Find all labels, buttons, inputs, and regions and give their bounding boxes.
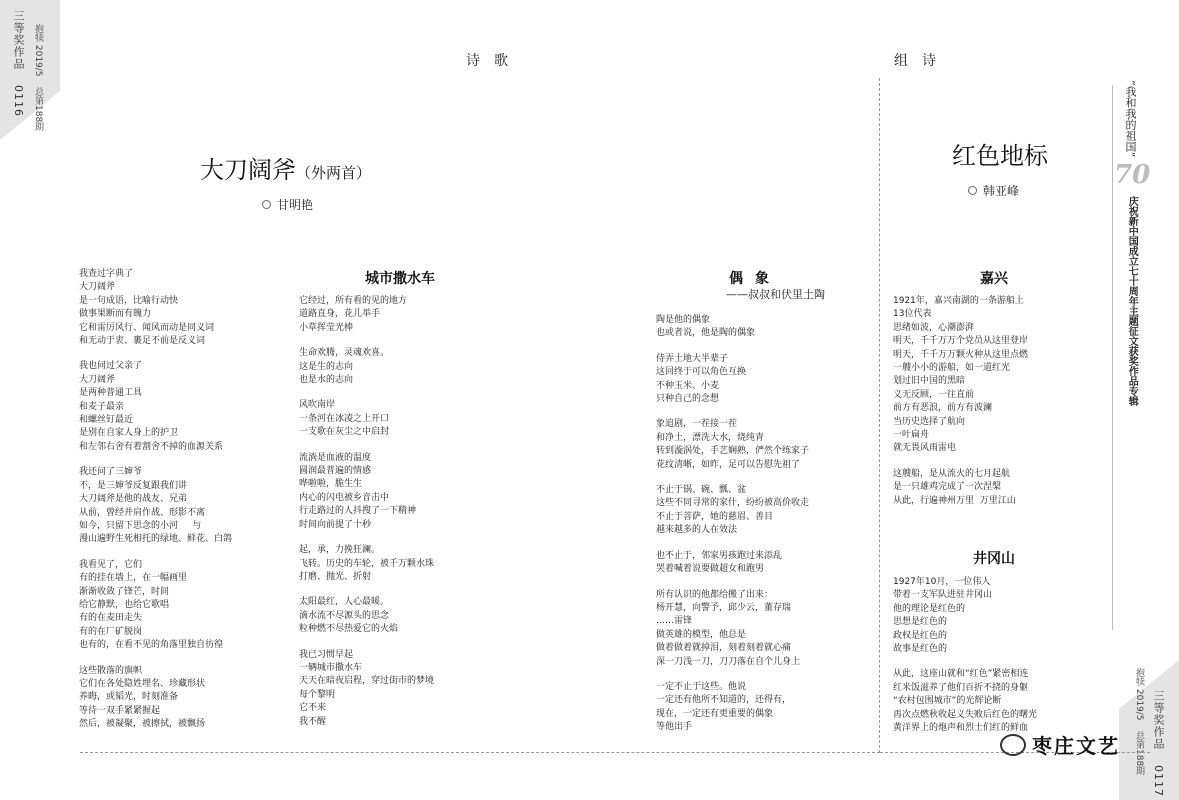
poem-jinggangshan-line: “农村包围城市”的光辉论断 — [893, 696, 1002, 707]
poem-jiaxing-line: 当历史选择了航向 — [893, 416, 966, 427]
poem-ouxiang-line: 越来越多的人在效法 — [656, 525, 738, 536]
poem-sashuiche-line: 风吹南岸 — [299, 400, 336, 411]
poem-dadao-line: 它们在各处隐姓埋名、珍藏形状 — [79, 678, 206, 689]
poem-sashuiche-line: 哗啦啦，脆生生 — [299, 479, 363, 490]
watermark-text: 枣庄文艺 — [1032, 734, 1120, 758]
poem-ouxiang-stanza — [656, 353, 876, 407]
poem-jiaxing-line: 一艘小小的游船，如一道红光 — [893, 363, 1011, 374]
poem-sashuiche-stanza — [299, 399, 509, 439]
poem-dadao-stanza — [79, 559, 289, 653]
poem-sashuiche-line: 粒种燃不尽热爱它的火焰 — [299, 624, 399, 635]
poem-ouxiang-stanza — [656, 681, 876, 735]
poem-jiaxing-column — [893, 295, 1108, 520]
poem-jiaxing-stanza — [893, 468, 1108, 508]
poem-jinggangshan-line: 黄洋界上的炮声和烈士们红的鲜血 — [893, 723, 1029, 734]
poem-ouxiang-line: ……雷锋 — [656, 616, 693, 627]
bullet-circle-icon — [968, 186, 977, 195]
poem-ouxiang-line: 侍弄土地大半辈子 — [656, 353, 729, 364]
poem-ouxiang-line: 做英雄的模型，他总是 — [656, 629, 747, 640]
poem-sashuiche-line: 时间向前提了十秒 — [299, 519, 372, 530]
right-side-label — [1150, 690, 1166, 797]
bullet-circle-icon — [262, 200, 271, 209]
poem-ouxiang-line: 不止于锅、碗、瓢、盆 — [656, 485, 747, 496]
left-side-label — [10, 10, 26, 117]
banner-title: 庆祝新中国成立七十周年主题征文获奖作品专辑 — [1126, 196, 1138, 406]
poem-sashuiche-line: 天天在暗夜启程，穿过街市的梦境 — [299, 676, 435, 687]
right-section-label: 三等奖作品 — [1152, 690, 1165, 750]
poem-ouxiang-line: 和净土，漂洗大水，烧纯青 — [656, 432, 765, 443]
poem-dadao-line: 有的在麦田走失 — [79, 613, 143, 624]
work2-title: 红色地标 — [952, 142, 1048, 170]
poem-ouxiang-line: 哭着喊着说要做超女和跑男 — [656, 564, 765, 575]
poem-sashuiche-line: 行走路过的人抖搜了一下精神 — [299, 506, 417, 517]
work2-byline — [968, 182, 1019, 199]
work1-title-text: 大刀阔斧 — [200, 156, 296, 184]
poem-ouxiang-line: 所有认识的他都给搬了出来： — [656, 589, 774, 600]
poem-ouxiang-line: 等他出手 — [656, 722, 693, 733]
poem-dadao-line: 我也问过父亲了 — [79, 361, 143, 372]
poem-sashuiche-line: 一条河在冰凌之上开口 — [299, 413, 390, 424]
poem-sashuiche-line: 它经过，所有看的见的地方 — [299, 296, 408, 306]
poem-dadao-line: 如今，只留下思念的小河 与 — [79, 520, 202, 531]
poem-sashuiche-column — [299, 295, 509, 741]
poem-dadao-line: 是别在自家人身上的护卫 — [79, 428, 179, 439]
poem-dadao-line: 和左邻右舍有着割舍不掉的血源关系 — [79, 441, 224, 452]
poem-sashuiche-line: 它不来 — [299, 703, 327, 714]
work2-author: 韩亚峰 — [983, 184, 1020, 198]
poem-dadao-line: 等待一双手紧紧握起 — [79, 705, 161, 716]
poem-ouxiang-line: 象追剧，一茬接一茬 — [656, 419, 738, 430]
poem-ouxiang-dedication: ——叔叔和伏里土陶 — [726, 288, 825, 301]
poem-ouxiang-line: 花纹清晰，如昨，足可以告慰先祖了 — [656, 459, 801, 470]
poem-sashuiche-stanza — [299, 452, 509, 532]
poem-dadao-line: 漫山遍野生死相托的绿地、鲜花、白鸽 — [79, 534, 233, 545]
poem-jinggangshan-line: 红米饭滋养了他们百折不挠的身躯 — [893, 682, 1029, 693]
poem-ouxiang-line: 现在，一定还有更重要的偶象 — [656, 708, 774, 719]
poem-dadao-stanza — [79, 466, 289, 546]
poem-sashuiche-line: 滴水流不尽源头的思念 — [299, 610, 390, 621]
poem-ouxiang-line: 深一刀浅一刀，刀刀落在自个儿身上 — [656, 656, 801, 667]
watermark — [1000, 730, 1120, 759]
poem-jiaxing-line: 就无畏风雨雷电 — [893, 443, 957, 454]
poem-ouxiang-line: 也或者说，他是陶的偶象 — [656, 328, 756, 339]
poem-ouxiang-line: 一定还有他所不知道的，还得有， — [656, 695, 792, 706]
poem-sashuiche-stanza — [299, 649, 509, 729]
poem-jiaxing-title: 嘉兴 — [980, 271, 1008, 287]
poem-jiaxing-line: 明天，千千万万颗火种从这里点燃 — [893, 349, 1029, 360]
poem-sashuiche-stanza — [299, 295, 509, 335]
work1-author: 甘明艳 — [277, 198, 314, 212]
poem-sashuiche-stanza — [299, 544, 509, 584]
poem-sashuiche-line: 这是生的志向 — [299, 361, 354, 372]
right-journal: 抱犊 2019/5 — [1134, 668, 1144, 721]
poem-sashuiche-line: 起，承，力挽狂澜。 — [299, 545, 381, 556]
left-corner-tab — [0, 0, 60, 140]
poem-jiaxing-line: 是一只雄鸡完成了一次涅槃 — [893, 482, 1002, 493]
poem-dadao-line: 有的在厂矿脱岗 — [79, 626, 143, 637]
poem-jiaxing-line: 明天，千千万万个党员从这里登岸 — [893, 336, 1029, 347]
poem-ouxiang-line: 陶是他的偶象 — [656, 315, 711, 325]
poem-dadao-line: 然后，被凝聚，被擦拭，被飘扬 — [79, 719, 206, 730]
poem-ouxiang-title: 偶象 — [729, 271, 781, 287]
poem-ouxiang-line: 杨开慧，向警予，邱少云，董存瑞 — [656, 602, 792, 613]
poem-jiaxing-line: 思绪如波，心潮澎湃 — [893, 322, 975, 333]
poem-jinggangshan-line: 他的理论是红色的 — [893, 603, 966, 614]
poem-sashuiche-line: 一辆城市撒水车 — [299, 662, 363, 673]
poem-sashuiche-line: 内心的闪电被乡音击中 — [299, 492, 390, 503]
poem-sashuiche-line: 飞转。历史的车轮，被千万颗水珠 — [299, 558, 435, 569]
poem-jinggangshan-title: 井冈山 — [973, 551, 1015, 567]
work1-title — [200, 150, 371, 185]
poem-dadao-line: 它和雷厉风行、闻风而动是同义词 — [79, 322, 215, 333]
poem-jiaxing-line: 1921年，嘉兴南湖的一条游船上 — [893, 296, 1024, 306]
left-section-label: 三等奖作品 — [12, 10, 25, 70]
wechat-icon — [1000, 734, 1026, 756]
poem-jinggangshan-stanza — [893, 576, 1108, 656]
poem-jinggangshan-line: 政权是红色的 — [893, 630, 948, 641]
poem-jinggangshan-line: 1927年10月，一位伟人 — [893, 577, 991, 587]
bottom-rule-left — [80, 752, 880, 753]
poem-dadao-line: 大刀阔斧是他的战友、兄弟 — [79, 494, 188, 505]
poem-ouxiang-line: 不种玉米、小麦 — [656, 380, 720, 391]
work1-subtitle: （外两首） — [296, 164, 372, 182]
poem-ouxiang-line: 转到漩涡处，手艺娴熟，俨然个练家子 — [656, 446, 810, 457]
poem-ouxiang-stanza — [656, 589, 876, 669]
left-issue: 总第188期 — [33, 87, 43, 132]
banner-quote: “我和我的祖国” — [1124, 80, 1137, 158]
poem-dadao-stanza — [79, 360, 289, 454]
poem-dadao-line: 大刀阔斧 — [79, 282, 116, 293]
poem-jinggangshan-stanza — [893, 668, 1108, 735]
poem-ouxiang-line: 做着做着就掉泪，刻着刻着就心痛 — [656, 643, 792, 654]
column-divider — [879, 78, 881, 753]
poem-sashuiche-line: 流淌是血液的温度 — [299, 452, 372, 463]
poem-jinggangshan-column — [893, 576, 1108, 747]
poem-ouxiang-line: 这些不同寻常的家什，纷纷被高价收走 — [656, 498, 810, 509]
poem-ouxiang-line: 也不止于，邻家男孩跑过来添乱 — [656, 550, 783, 561]
poem-ouxiang-stanza — [656, 550, 876, 577]
poem-ouxiang-column — [656, 314, 876, 747]
poem-dadao-line: 和麦子最亲 — [79, 401, 125, 412]
right-issue: 总第188期 — [1134, 731, 1144, 776]
poem-dadao-column — [79, 268, 289, 744]
left-journal-info — [32, 24, 45, 132]
poem-sashuiche-line: 打磨、抛光、折射 — [299, 571, 372, 582]
poem-dadao-line: 也有的，在看不见的角落里独自彷徨 — [79, 640, 224, 651]
poem-sashuiche-stanza — [299, 347, 509, 387]
work1-byline — [262, 196, 313, 213]
right-page-number: 0117 — [1152, 764, 1165, 797]
poem-sashuiche-line: 生命欢腾，灵魂欢喜。 — [299, 348, 390, 359]
poem-dadao-line: 有的挂在墙上，在一幅画里 — [79, 573, 188, 584]
poem-jinggangshan-line: 从此，这座山就和“红色”紧密相连 — [893, 669, 1029, 680]
poem-sashuiche-line: 太阳最红，人心最暖。 — [299, 597, 390, 608]
poem-sashuiche-line: 我不醒 — [299, 716, 327, 727]
poem-sashuiche-line: 小草挥莹光棒 — [299, 322, 354, 333]
poem-jiaxing-line: 从此，行遍神州万里 万里江山 — [893, 495, 1016, 506]
poem-jiaxing-line: 前方有恶浪，前方有波澜 — [893, 403, 993, 414]
poem-jiaxing-line: 这艘船，是从流火的七月起航 — [893, 468, 1011, 479]
poem-jinggangshan-line: 思想是红色的 — [893, 617, 948, 628]
poem-jiaxing-line: 13位代表 — [893, 309, 932, 320]
poem-dadao-line: 大刀阔斧 — [79, 374, 116, 385]
poem-sashuiche-line: 我已习惯早起 — [299, 649, 354, 660]
poem-ouxiang-stanza — [656, 484, 876, 538]
poem-ouxiang-stanza — [656, 314, 876, 341]
poem-ouxiang-stanza — [656, 418, 876, 472]
poem-ouxiang-line: 这回终于可以角色互换 — [656, 367, 747, 378]
header-poetry: 诗歌 — [466, 53, 522, 69]
poem-sashuiche-line: 每个黎明 — [299, 689, 336, 700]
poem-dadao-line: 和螺丝钉最近 — [79, 415, 134, 426]
seventy-logo: 70 — [1114, 160, 1151, 190]
poem-dadao-line: 做事果断而有魄力 — [79, 309, 152, 320]
poem-dadao-line: 和无动于衷、裹足不前是反义词 — [79, 336, 206, 347]
poem-sashuiche-line: 也是水的志向 — [299, 375, 354, 386]
poem-sashuiche-title: 城市撒水车 — [365, 271, 435, 287]
poem-sashuiche-line: 圆润最普遍的情感 — [299, 466, 372, 477]
poem-dadao-line: 是两种普通工具 — [79, 388, 143, 399]
poem-ouxiang-line: 不止于菩萨，她的慈眉、善目 — [656, 511, 774, 522]
poem-dadao-line: 养晦，或韬光，时刻准备 — [79, 692, 179, 703]
poem-jiaxing-stanza — [893, 295, 1108, 456]
poem-dadao-line: 这些散落的旗帜 — [79, 665, 143, 676]
poem-dadao-line: 从前，曾经并肩作战、形影不离 — [79, 507, 206, 518]
right-corner-tab — [1119, 660, 1179, 800]
poem-dadao-line: 渐渐收敛了锋芒，时间 — [79, 586, 170, 597]
poem-dadao-line: 不，是三婶爷反复跟我们讲 — [79, 480, 188, 491]
poem-sashuiche-line: 道路直身，花儿举手 — [299, 309, 381, 320]
poem-sashuiche-stanza — [299, 596, 509, 636]
poem-dadao-line: 是一句成语，比喻行动快 — [79, 295, 179, 306]
poem-dadao-line: 我还问了三婶爷 — [79, 467, 143, 478]
poem-jinggangshan-line: 再次点燃秋收起义失败后红色的曙光 — [893, 709, 1038, 720]
poem-jinggangshan-line: 故事是红色的 — [893, 644, 948, 655]
poem-jiaxing-line: 一叶扁舟 — [893, 430, 930, 441]
poem-ouxiang-line: 只种自己的念想 — [656, 394, 720, 405]
header-poem-cycle: 组诗 — [894, 53, 950, 69]
poem-dadao-line: 给它静默，也给它歌唱 — [79, 599, 170, 610]
left-page-number: 0116 — [12, 84, 25, 117]
poem-dadao-stanza — [79, 665, 289, 732]
poem-dadao-line: 我看见了，它们 — [79, 559, 143, 570]
poem-dadao-line: 我查过字典了 — [79, 269, 134, 279]
poem-sashuiche-line: 一支歌在灰尘之中启封 — [299, 427, 390, 438]
right-journal-info — [1133, 668, 1146, 776]
poem-jiaxing-line: 义无反顾，一往直前 — [893, 389, 975, 400]
banner-divider — [1112, 85, 1113, 630]
poem-jiaxing-line: 划过旧中国的黑暗 — [893, 376, 966, 387]
left-journal: 抱犊 2019/5 — [33, 24, 43, 77]
poem-dadao-stanza — [79, 268, 289, 348]
poem-jinggangshan-line: 带着一支军队进驻井冈山 — [893, 590, 993, 601]
poem-ouxiang-line: 一定不止于这些。他说 — [656, 681, 747, 692]
